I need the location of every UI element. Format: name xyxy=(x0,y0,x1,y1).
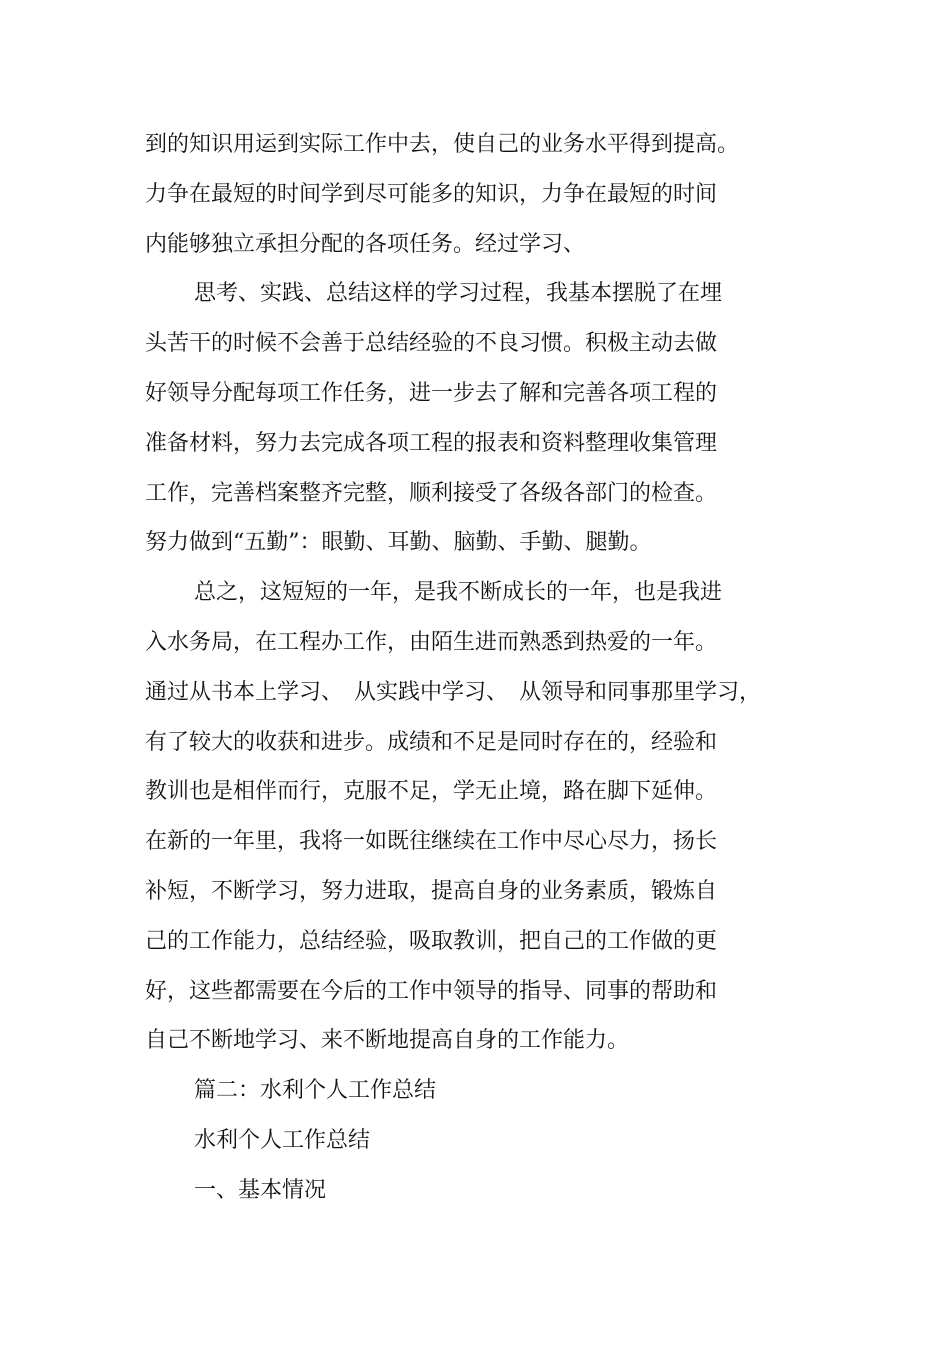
text-line-8: 工作，完善档案整齐完整，顺利接受了各级各部门的检查。 xyxy=(145,480,718,506)
text-line-14: 教训也是相伴而行，克服不足，学无止境，路在脚下延伸。 xyxy=(145,779,718,805)
text-line-13: 有了较大的收获和进步。成绩和不足是同时存在的，经验和 xyxy=(145,729,718,755)
text-line-9: 努力做到“五勤”：眼勤、耳勤、脑勤、手勤、腿勤。 xyxy=(145,530,652,556)
text-line-5: 头苦干的时候不会善于总结经验的不良习惯。积极主动去做 xyxy=(145,331,718,357)
text-line-11: 入水务局，在工程办工作，由陌生进而熟悉到热爱的一年。 xyxy=(145,629,718,655)
text-line-19: 自己不断地学习、来不断地提高自身的工作能力。 xyxy=(145,1028,630,1054)
text-line-17: 己的工作能力，总结经验，吸取教训，把自己的工作做的更 xyxy=(145,928,718,954)
text-line-12: 通过从书本上学习、 从实践中学习、 从领导和同事那里学习， xyxy=(145,679,762,705)
document-subtitle: 水利个人工作总结 xyxy=(194,1127,371,1153)
text-line-15: 在新的一年里，我将一如既往继续在工作中尽心尽力，扬长 xyxy=(145,829,718,855)
text-line-18: 好，这些都需要在今后的工作中领导的指导、同事的帮助和 xyxy=(145,978,718,1004)
text-line-2: 力争在最短的时间学到尽可能多的知识，力争在最短的时间 xyxy=(145,181,718,207)
section-heading: 篇二：水利个人工作总结 xyxy=(194,1078,437,1104)
text-line-16: 补短，不断学习，努力进取，提高自身的业务素质，锻炼自 xyxy=(145,878,718,904)
text-line-7: 准备材料，努力去完成各项工程的报表和资料整理收集管理 xyxy=(145,430,718,456)
text-line-3: 内能够独立承担分配的各项任务。经过学习、 xyxy=(145,231,586,257)
text-line-1: 到的知识用运到实际工作中去，使自己的业务水平得到提高。 xyxy=(145,132,740,157)
text-line-10: 总之，这短短的一年，是我不断成长的一年，也是我进 xyxy=(194,580,723,606)
text-line-4: 思考、实践、总结这样的学习过程，我基本摆脱了在埋 xyxy=(194,281,723,307)
subsection-heading: 一、基本情况 xyxy=(194,1177,327,1203)
text-line-6: 好领导分配每项工作任务，进一步去了解和完善各项工程的 xyxy=(145,380,718,406)
document-body xyxy=(145,120,845,1216)
